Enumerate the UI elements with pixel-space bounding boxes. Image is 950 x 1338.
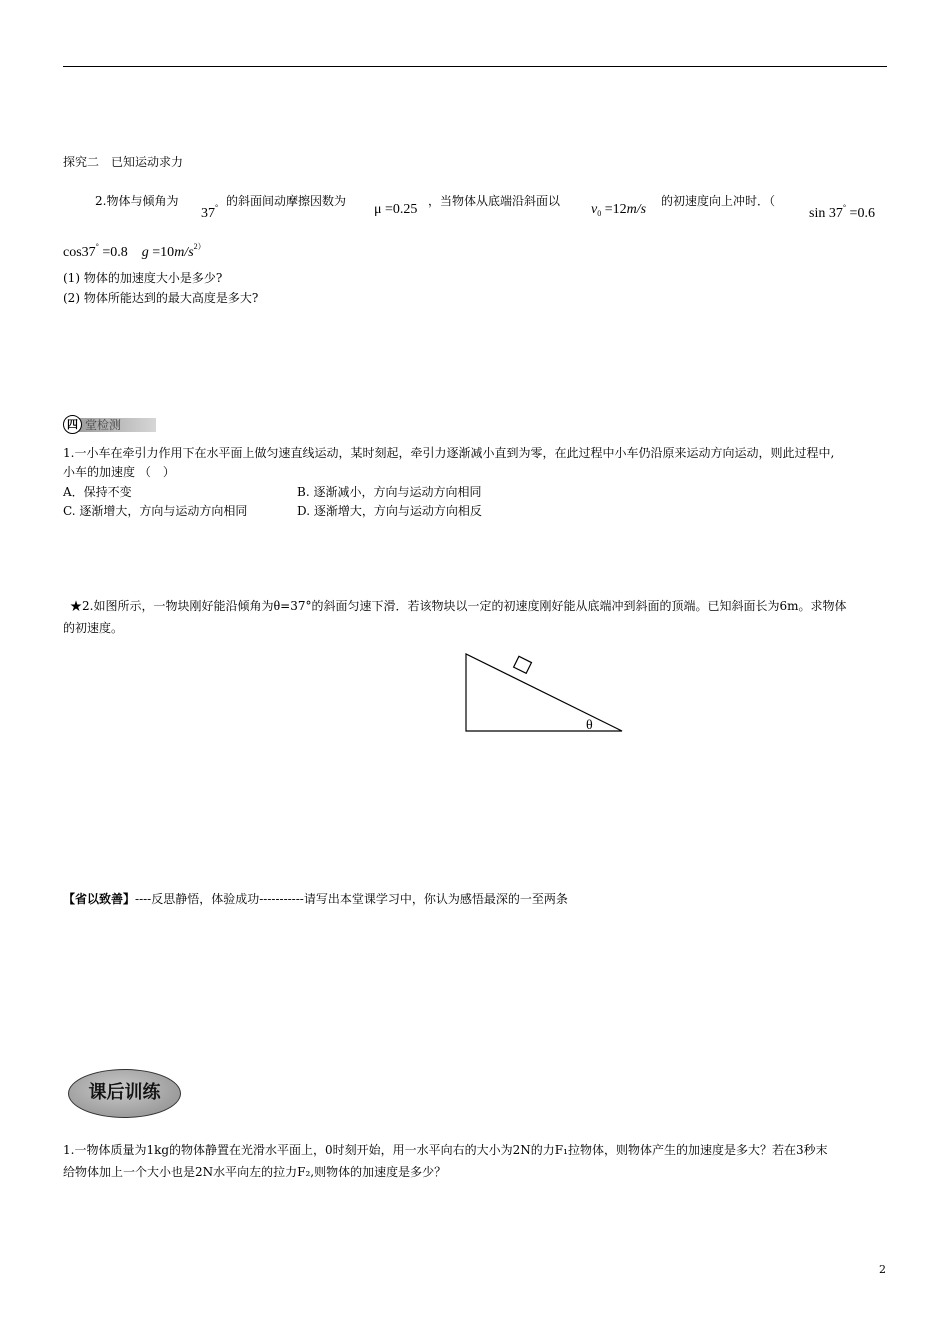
mu-value: μ =0.25	[374, 202, 418, 217]
section-4-badge	[63, 415, 156, 435]
v0-value: $v_0 =12m/s$	[591, 202, 647, 218]
problem-2-line-1	[95, 193, 178, 209]
fig-theta-label: θ	[586, 718, 593, 733]
problem-2-mid3: 的初速度向上冲时．（	[661, 194, 776, 208]
test-1-line-1: 1.一小车在牵引力作用下在水平面上做匀速直线运动，某时刻起，牵引力逐渐减小直到为零，在此过程中小车仍沿原来运动方向运动，则此过程中,	[63, 446, 835, 460]
reflection-title: 【省以致善】	[63, 892, 136, 906]
option-a: A．保持不变	[63, 485, 132, 499]
after-1-line-1: 1.一物体质量为1kg的物体静置在光滑水平面上，0时刻开始，用一水平向右的大小为2N的力F₁拉物体，则物体产生的加速度是多大？若在3秒末	[63, 1143, 828, 1157]
test-2-line-2: 的初速度。	[63, 621, 124, 635]
sin-value: sin 37° =0.6	[809, 203, 875, 221]
page-number: 2	[879, 1263, 886, 1276]
cos-g-values: cos37° =0.8 $g =10m/s^{2)}$	[63, 242, 206, 260]
question-1: (1) 物体的加速度大小是多少?	[63, 271, 223, 285]
option-d: D. 逐渐增大，方向与运动方向相反	[297, 504, 482, 518]
problem-2-mid1: 的斜面间动摩擦因数为	[226, 194, 347, 208]
after-1-line-2: 给物体加上一个大小也是2N水平向左的拉力F₂,则物体的加速度是多少？	[63, 1165, 447, 1179]
badge-number: 四	[63, 415, 82, 434]
incline-triangle	[466, 654, 622, 731]
incline-figure	[455, 650, 630, 740]
problem-2-intro: 2.物体与倾角为	[95, 194, 179, 208]
block-on-incline	[514, 656, 532, 673]
reflection-line	[63, 891, 568, 907]
after-class-badge: 课后训练	[68, 1069, 181, 1118]
reflection-text: ----反思静悟，体验成功-----------请写出本堂课学习中，你认为感悟最深的一至两条	[135, 892, 568, 906]
angle-37: 37°	[201, 203, 219, 221]
option-c: C. 逐渐增大，方向与运动方向相同	[63, 504, 248, 518]
problem-2-mid2: ，当物体从底端沿斜面以	[428, 194, 561, 208]
badge-label: 堂检测	[85, 418, 122, 432]
test-1-line-2: 小车的加速度 （ ）	[63, 465, 175, 479]
test-2-line-1: ★2.如图所示，一物块刚好能沿倾角为θ=37°的斜面匀速下滑．若该物块以一定的初速度刚好能从底端冲到斜面的顶端。已知斜面长为6m。求物体	[70, 599, 847, 614]
option-b: B. 逐渐减小，方向与运动方向相同	[297, 485, 482, 499]
question-2: (2) 物体所能达到的最大高度是多大?	[63, 291, 259, 305]
header-rule	[63, 66, 887, 67]
section-heading: 探究二 已知运动求力	[63, 155, 184, 169]
